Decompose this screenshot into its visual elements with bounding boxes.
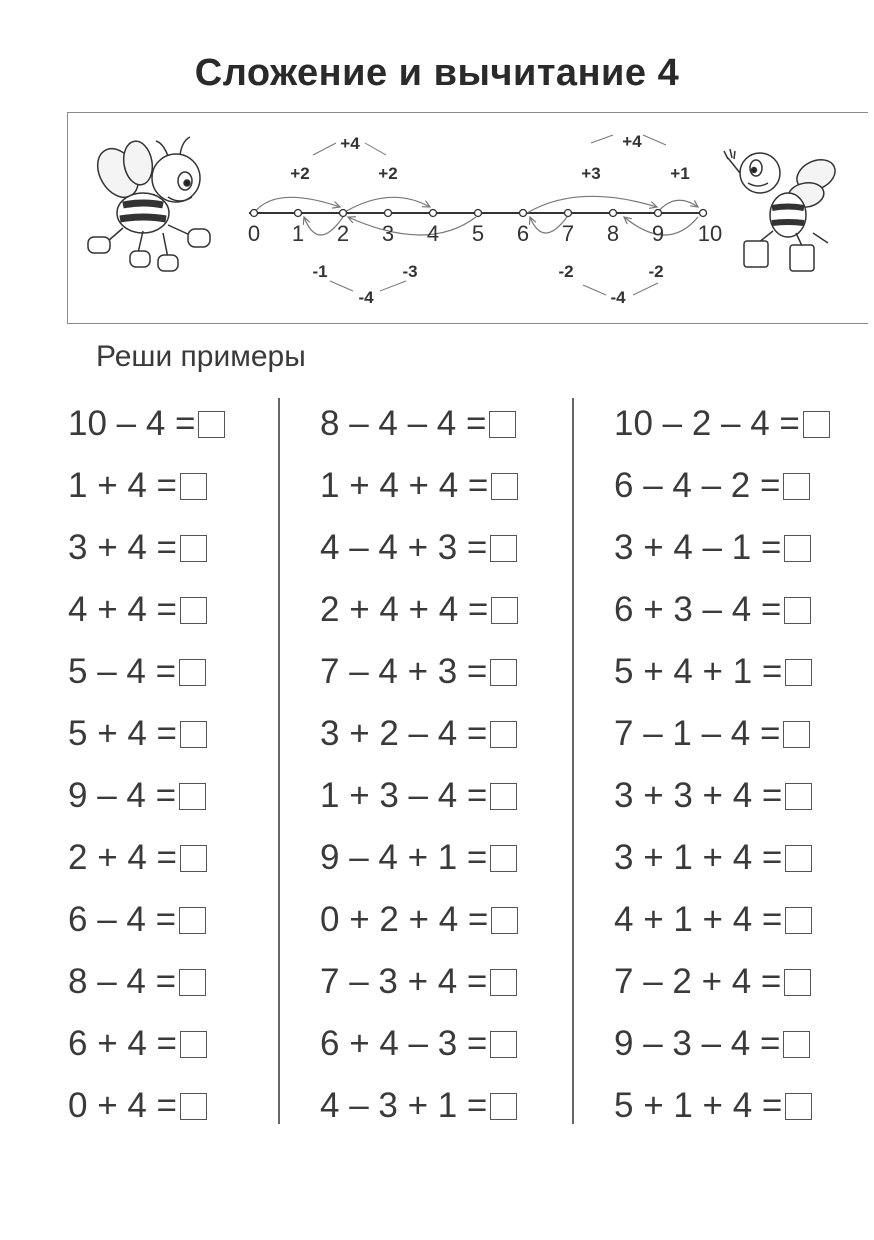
answer-box[interactable]	[179, 659, 206, 686]
exercise-row	[614, 951, 830, 1013]
answer-box[interactable]	[490, 535, 517, 562]
exercise-row	[68, 641, 225, 703]
exercise-expression: 9 – 4 + 1 =	[320, 838, 488, 877]
exercise-row	[320, 393, 518, 455]
answer-box[interactable]	[783, 721, 810, 748]
answer-box[interactable]	[490, 845, 517, 872]
exercise-row	[68, 455, 225, 517]
jump-label: -2	[648, 262, 664, 281]
exercise-row	[68, 393, 225, 455]
answer-box[interactable]	[490, 969, 517, 996]
answer-box[interactable]	[491, 907, 518, 934]
answer-box[interactable]	[785, 845, 812, 872]
jump-label: -1	[312, 262, 328, 281]
answer-box[interactable]	[180, 1093, 207, 1120]
exercise-row	[68, 765, 225, 827]
exercise-row	[614, 889, 830, 951]
answer-box[interactable]	[784, 535, 811, 562]
exercise-row	[614, 393, 830, 455]
exercise-expression: 1 + 4 + 4 =	[320, 466, 489, 505]
exercise-row	[68, 703, 225, 765]
tick-label: 5	[471, 221, 485, 246]
exercise-expression: 2 + 4 + 4 =	[320, 590, 489, 629]
tick-label: 9	[651, 221, 665, 246]
tick-label: 2	[336, 221, 350, 246]
answer-box[interactable]	[180, 845, 207, 872]
exercise-expression: 3 + 3 + 4 =	[614, 776, 783, 815]
answer-box[interactable]	[180, 1031, 207, 1058]
column-divider	[572, 398, 574, 1124]
exercise-column-2	[320, 393, 518, 1137]
bee-left-illustration	[88, 137, 210, 271]
exercise-row	[320, 827, 518, 889]
exercise-expression: 7 – 2 + 4 =	[614, 962, 782, 1001]
answer-box[interactable]	[490, 1031, 517, 1058]
tick-label: 4	[426, 221, 440, 246]
answer-box[interactable]	[490, 1093, 517, 1120]
answer-box[interactable]	[785, 907, 812, 934]
exercise-expression: 6 – 4 – 2 =	[614, 466, 781, 505]
answer-box[interactable]	[180, 473, 207, 500]
exercise-expression: 6 – 4 =	[68, 900, 177, 939]
answer-box[interactable]	[180, 721, 207, 748]
exercise-row	[614, 1075, 830, 1137]
answer-box[interactable]	[785, 1093, 812, 1120]
exercise-row	[320, 951, 518, 1013]
exercise-expression: 0 + 4 =	[68, 1086, 177, 1125]
exercise-expression: 1 + 4 =	[68, 466, 177, 505]
answer-box[interactable]	[491, 597, 518, 624]
answer-box[interactable]	[490, 721, 517, 748]
tick-label: 6	[516, 221, 530, 246]
exercise-expression: 3 + 1 + 4 =	[614, 838, 783, 877]
instruction-text: Реши примеры	[96, 340, 306, 373]
jump-label: +4	[340, 134, 360, 153]
exercise-expression: 5 + 4 =	[68, 714, 177, 753]
top-bracket-lines	[313, 135, 666, 155]
exercise-row	[68, 1013, 225, 1075]
exercise-row	[68, 951, 225, 1013]
answer-box[interactable]	[198, 411, 225, 438]
exercise-expression: 5 + 1 + 4 =	[614, 1086, 783, 1125]
bottom-jump-arcs	[304, 217, 698, 235]
exercise-row	[68, 517, 225, 579]
jump-label: +1	[670, 164, 690, 183]
jump-label: -4	[610, 288, 626, 307]
exercise-expression: 4 – 4 + 3 =	[320, 528, 488, 567]
column-divider	[278, 398, 280, 1124]
exercise-row	[320, 765, 518, 827]
answer-box[interactable]	[491, 473, 518, 500]
exercise-expression: 6 + 3 – 4 =	[614, 590, 782, 629]
exercise-expression: 3 + 4 =	[68, 528, 177, 567]
exercise-expression: 4 + 1 + 4 =	[614, 900, 783, 939]
answer-box[interactable]	[179, 783, 206, 810]
exercise-row	[68, 827, 225, 889]
answer-box[interactable]	[783, 473, 810, 500]
exercise-row	[320, 641, 518, 703]
exercise-column-3	[614, 393, 830, 1137]
bee-right-illustration	[724, 149, 840, 271]
tick-label: 10	[697, 221, 723, 246]
exercise-expression: 4 – 3 + 1 =	[320, 1086, 488, 1125]
exercise-expression: 10 – 2 – 4 =	[614, 404, 800, 443]
jump-label: -2	[558, 262, 574, 281]
tick-label: 0	[247, 221, 261, 246]
answer-box[interactable]	[784, 597, 811, 624]
exercise-expression: 3 + 2 – 4 =	[320, 714, 488, 753]
tick-label: 8	[606, 221, 620, 246]
exercise-row	[68, 889, 225, 951]
exercise-expression: 6 + 4 – 3 =	[320, 1024, 488, 1063]
exercise-row	[614, 827, 830, 889]
answer-box[interactable]	[490, 783, 517, 810]
answer-box[interactable]	[783, 1031, 810, 1058]
jump-label: -4	[358, 288, 374, 307]
exercise-row	[68, 1075, 225, 1137]
exercise-expression: 10 – 4 =	[68, 404, 196, 443]
exercise-expression: 0 + 2 + 4 =	[320, 900, 489, 939]
exercise-row	[614, 765, 830, 827]
tick-label: 3	[381, 221, 395, 246]
exercise-row	[320, 1075, 518, 1137]
exercise-expression: 9 – 3 – 4 =	[614, 1024, 781, 1063]
exercise-row	[68, 579, 225, 641]
exercise-row	[614, 703, 830, 765]
jump-label: +4	[622, 132, 642, 151]
exercise-expression: 2 + 4 =	[68, 838, 177, 877]
exercise-expression: 7 – 1 – 4 =	[614, 714, 781, 753]
answer-box[interactable]	[784, 969, 811, 996]
answer-box[interactable]	[803, 411, 830, 438]
exercise-expression: 5 + 4 + 1 =	[614, 652, 783, 691]
exercise-row	[320, 579, 518, 641]
number-line-panel	[67, 112, 868, 324]
jump-label: +2	[290, 164, 310, 183]
exercise-expression: 7 – 4 + 3 =	[320, 652, 488, 691]
exercise-row	[320, 517, 518, 579]
exercise-column-1	[68, 393, 225, 1137]
answer-box[interactable]	[785, 659, 812, 686]
exercise-expression: 8 – 4 =	[68, 962, 177, 1001]
answer-box[interactable]	[179, 969, 206, 996]
exercise-row	[614, 455, 830, 517]
exercise-row	[614, 579, 830, 641]
exercise-expression: 3 + 4 – 1 =	[614, 528, 782, 567]
page-title: Сложение и вычитание 4	[194, 52, 680, 94]
exercise-expression: 1 + 3 – 4 =	[320, 776, 488, 815]
tick-label: 1	[291, 221, 305, 246]
tick-label: 7	[561, 221, 575, 246]
answer-box[interactable]	[180, 535, 207, 562]
exercise-row	[320, 455, 518, 517]
exercise-row	[320, 889, 518, 951]
exercise-row	[614, 1013, 830, 1075]
exercise-expression: 6 + 4 =	[68, 1024, 177, 1063]
jump-label: +2	[378, 164, 398, 183]
exercise-expression: 9 – 4 =	[68, 776, 177, 815]
exercise-row	[320, 1013, 518, 1075]
exercise-expression: 4 + 4 =	[68, 590, 177, 629]
exercise-row	[614, 641, 830, 703]
answer-box[interactable]	[785, 783, 812, 810]
bottom-bracket-lines	[330, 281, 658, 295]
exercise-row	[320, 703, 518, 765]
number-line-illustration	[68, 113, 868, 323]
exercise-expression: 5 – 4 =	[68, 652, 177, 691]
exercise-row	[614, 517, 830, 579]
answer-box[interactable]	[179, 907, 206, 934]
exercise-expression: 7 – 3 + 4 =	[320, 962, 488, 1001]
answer-box[interactable]	[489, 411, 516, 438]
jump-label: +3	[581, 164, 601, 183]
jump-label: -3	[402, 262, 418, 281]
answer-box[interactable]	[490, 659, 517, 686]
exercise-expression: 8 – 4 – 4 =	[320, 404, 487, 443]
answer-box[interactable]	[180, 597, 207, 624]
